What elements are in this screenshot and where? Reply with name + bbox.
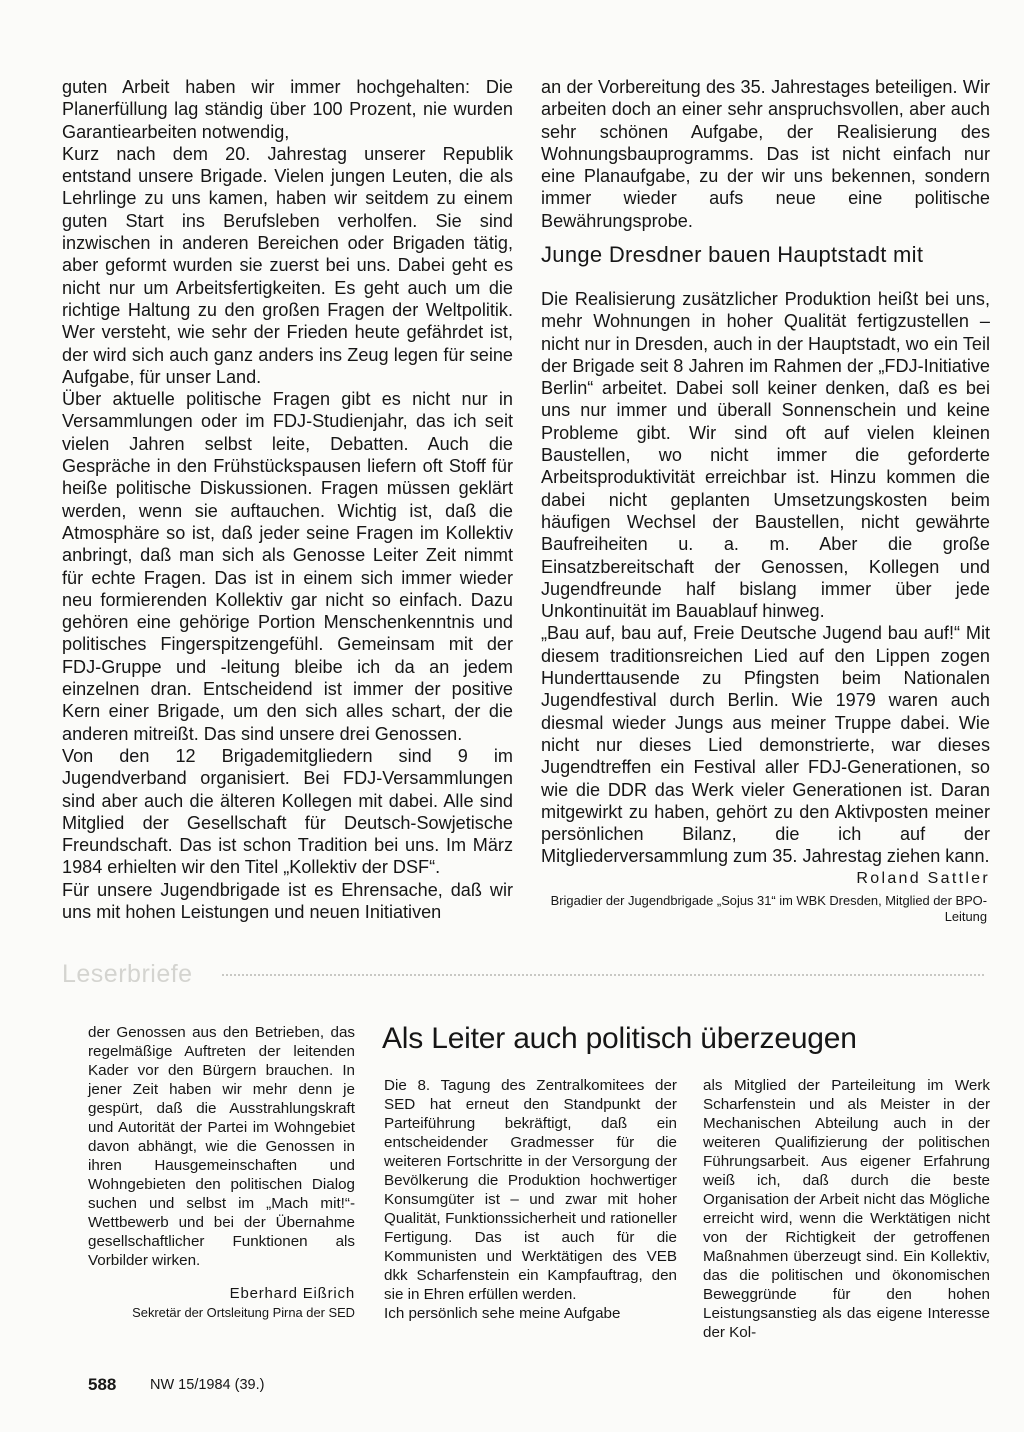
paragraph: an der Vorbereitung des 35. Jahrestages beteiligen. Wir arbeiten doch an einer sehr anspruchsvollen, aber auch sehr schönen Aufgabe, der Realisierung des Wohnungsbauprogramms. Das ist nicht einfach nur eine Planaufgabe, zu der wir uns bekennen, sondern immer wieder aufs neue eine politische Bewährungsprobe. [541,77,990,231]
article-right-column-body [541,288,990,868]
article-right-column-intro [541,76,990,232]
paragraph: guten Arbeit haben wir immer hochgehalten: Die Planerfüllung lag ständig über 100 Prozent, nie wurden Garantiearbeiten notwendig, [62,77,513,142]
paragraph: Kurz nach dem 20. Jahrestag unserer Republik entstand unsere Brigade. Vielen jungen Leuten, die als Lehrlinge zu uns kamen, haben wir seitdem zu einem guten Start ins Berufsleben verholfen. Sie sind inzwischen in anderen Bereichen oder Brigaden tätig, aber geformt wurden sie zuerst bei uns. Dabei geht es nicht nur um Arbeitsfertigkeiten. Es geht auch um die richtige Haltung zu den großen Fragen der Weltpolitik. Wer versteht, wie sehr der Frieden heute gefährdet ist, der wird sich auch ganz anders ins Zeug legen für seine Aufgabe, für unser Land. [62,143,513,387]
letter1-author-role: Sekretär der Ortsleitung Pirna der SED [132,1305,355,1320]
letter1-author: Eberhard Eißrich [229,1285,355,1302]
article-subheading: Junge Dresdner bauen Hauptstadt mit [541,242,924,267]
paragraph: der Genossen aus den Betrieben, das regelmäßige Auftreten der leitenden Kader vor den Bürgern brauchen. In jener Zeit haben wir mehr denn je gespürt, daß die Ausstrahlungskraft und Autorität der Partei im Wohngebiet davon abhängt, wie die Genossen in ihren Hausgemeinschaften und Wohngebieten den politischen Dialog suchen und selbst im „Mach mit!“-Wettbewerb und bei der Übernahme gesellschaftlicher Funktionen als Vorbilder wirken. [88,1024,355,1269]
paragraph: Für unsere Jugendbrigade ist es Ehrensache, daß wir uns mit hohen Leistungen und neuen Initiativen [62,879,513,922]
letter2-column2 [703,1076,990,1342]
letter2-headline: Als Leiter auch politisch überzeugen [382,1022,857,1055]
letter1-text [88,1023,355,1270]
paragraph: als Mitglied der Parteileitung im Werk Scharfenstein und als Meister in der Mechanischen Abteilung auch in der weiteren Qualifizierung der politischen Führungsarbeit. Aus eigener Erfahrung weiß ich, daß durch die beste Organisation der Arbeit nicht das Mögliche erreicht wird, wenn die Werktätigen nicht von der Richtigkeit der getroffenen Maßnahmen überzeugt sind. Ein Kollektiv, das die politischen und ökonomischen Beweggründe für den hohen Leistungsanstieg als das eigene Interesse der Kol- [703,1077,990,1341]
article-author: Roland Sattler [856,870,990,887]
page-number: 588 [88,1375,117,1394]
paragraph: Die Realisierung zusätzlicher Produktion heißt bei uns, mehr Wohnungen in hoher Qualität fertigzustellen – nicht nur in Dresden, auch in der Hauptstadt, wo ein Teil der Brigade seit 8 Jahren im Rahmen der „FDJ-Initiative Berlin“ arbeitet. Dabei soll keiner denken, daß es bei uns nur immer und überall Sonnenschein und keine Probleme gibt. Wir sind oft auf vielen kleinen Baustellen, wo nicht immer die geforderte Arbeitsproduktivität erreichbar ist. Hinzu kommen die dabei nicht geplanten Umsetzungskosten beim häufigen Wechsel der Baustellen, nicht gewährte Baufreiheiten u. a. m. Aber die große Einsatzbereitschaft der Genossen, Kollegen und Jugendfreunde half bislang immer über jede Unkontinuität im Bauablauf hinweg. [541,289,990,622]
paragraph: Ich persönlich sehe meine Aufgabe [384,1305,621,1322]
article-author-role: Brigadier der Jugendbrigade „Sojus 31“ im WBK Dresden, Mitglied der BPO-Leitung [550,893,987,924]
section-divider [222,974,984,976]
paragraph: Von den 12 Brigademitgliedern sind 9 im Jugendverband organisiert. Bei FDJ-Versammlungen sind aber auch die älteren Kollegen mit dabei. Alle sind Mitglied der Gesellschaft für Deutsch-Sowjetische Freundschaft. Das ist schon Tradition bei uns. Im März 1984 erhielten wir den Titel „Kollektiv der DSF“. [62,745,513,878]
paragraph: Über aktuelle politische Fragen gibt es nicht nur in Versammlungen oder im FDJ-Studienjahr, das ich seit vielen Jahren selbst leite, Debatten. Auch die Gespräche in den Frühstückspausen liefern oft Stoff für heiße politische Diskussionen. Fragen müssen geklärt werden, wenn sie auftauchen. Wichtig ist, daß die Atmosphäre so ist, daß jeder seine Fragen im Kollektiv anbringt, daß man sich als Genosse Leiter Zeit nimmt für echte Fragen. Das ist in einem sich immer wieder neu formierenden Kollektiv gar nicht so einfach. Dazu gehören eine gehörige Portion Menschenkenntnis und politisches Fingerspitzengefühl. Gemeinsam mit der FDJ-Gruppe und -leitung bleibe ich da an jedem einzelnen dran. Entscheidend ist immer der positive Kern einer Brigade, um den sich alles schart, der die anderen mitreißt. Das sind unsere drei Genossen. [62,389,513,744]
letter2-column1 [384,1076,677,1323]
paragraph: „Bau auf, bau auf, Freie Deutsche Jugend bau auf!“ Mit diesem traditionsreichen Lied auf den Lippen zogen Hunderttausende zu Pfingsten beim Nationalen Jugendfestival durch Berlin. Wie 1979 waren auch diesmal wieder Jungs aus meiner Truppe dabei. Wie nicht nur dieses Lied demonstrierte, war dieses Jugendtreffen ein Festival aller FDJ-Generationen, so wie die DDR das Werk vieler Generationen ist. Daran mitgewirkt zu haben, gehört zu den Aktivposten meiner persönlichen Bilanz, die ich auf der Mitgliederversammlung zum 35. Jahrestag ziehen kann. [541,623,990,867]
section-label: Leserbriefe [62,960,193,988]
article-left-column [62,76,513,923]
issue-reference: NW 15/1984 (39.) [150,1377,265,1393]
paragraph: Die 8. Tagung des Zentralkomitees der SED hat erneut den Standpunkt der Parteiführung bekräftigt, daß ein entscheidender Gradmesser für die weiteren Fortschritte in der Versorgung der Bevölkerung die Produktion hochwertiger Konsumgüter ist – und zwar mit hoher Qualität, Funktionssicherheit und rationeller Fertigung. Das ist auch für die Kommunisten und Werktätigen des VEB dkk Scharfenstein ein Kampfauftrag, den sie in Ehren erfüllen werden. [384,1077,677,1303]
